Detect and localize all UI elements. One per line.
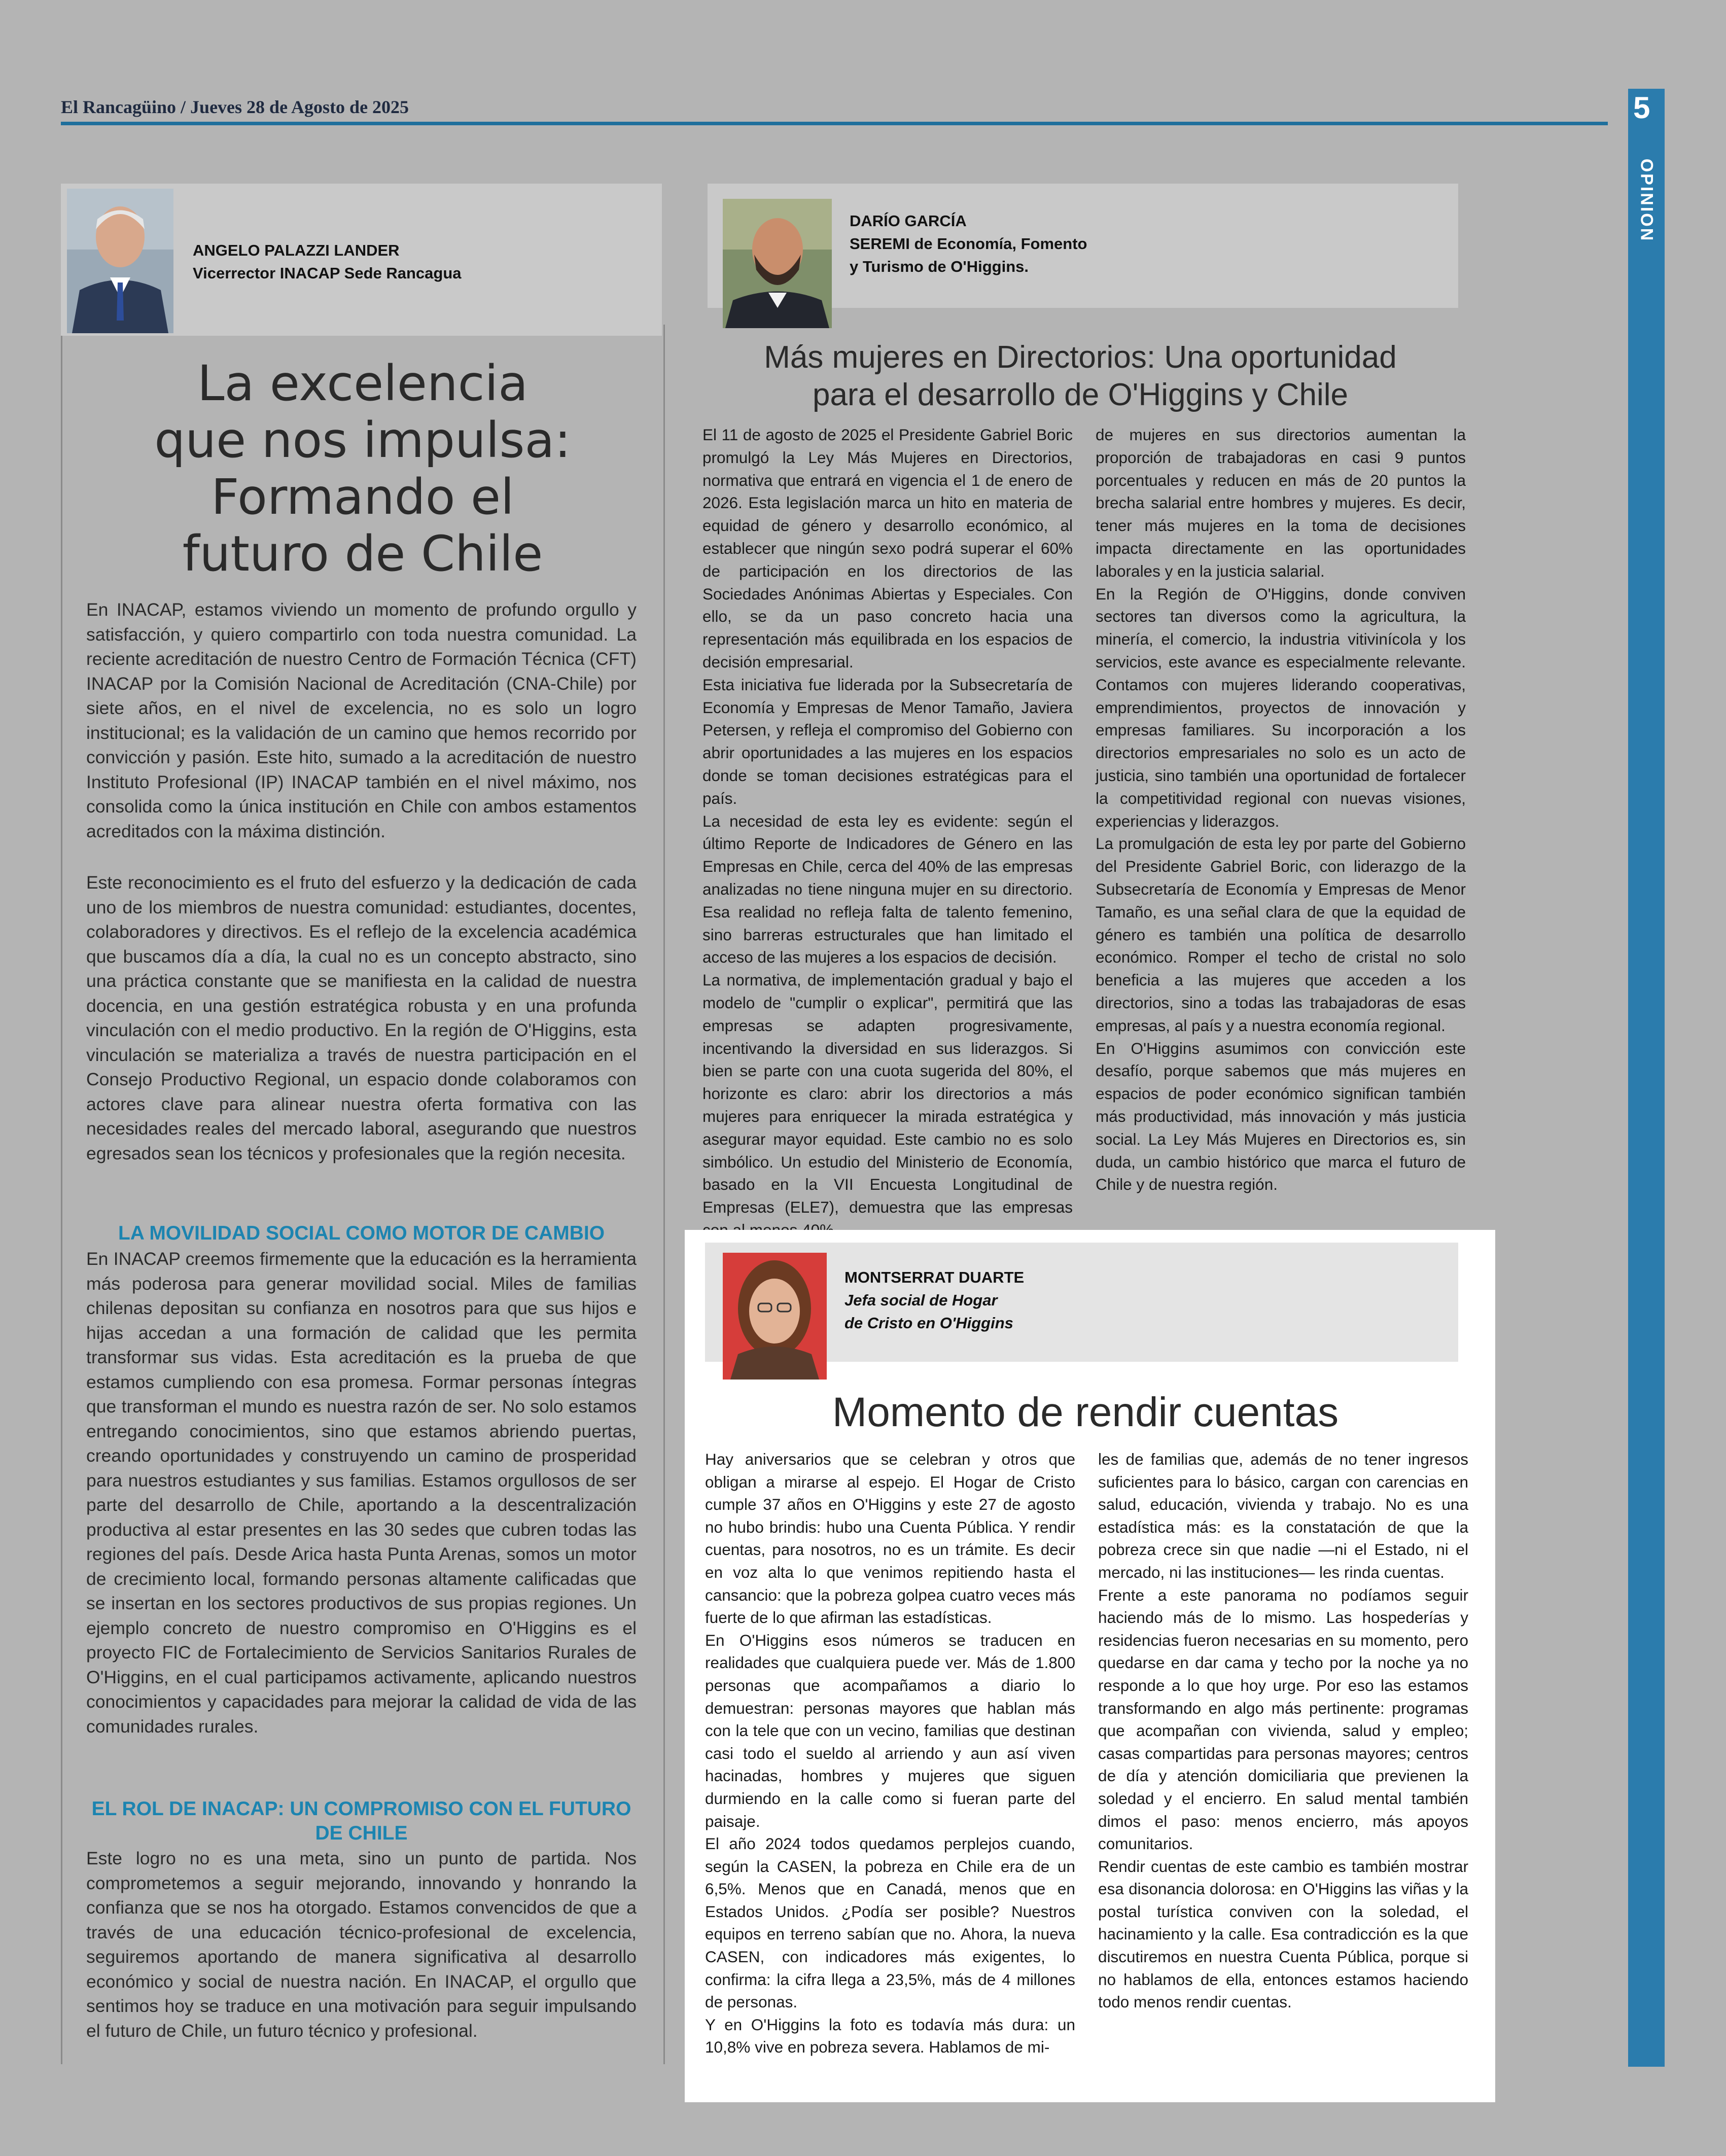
author-role: Jefa social de Hogar: [844, 1291, 998, 1309]
section-strip: [1628, 89, 1665, 2067]
author-name: MONTSERRAT DUARTE: [844, 1268, 1025, 1286]
title-line: Formando el: [211, 469, 514, 525]
paragraph: En O'Higgins esos números se traducen en realidades que cualquiera puede ver. Más de 1.800 personas que acompañamos a diario lo demuestran: personas mayores que hablan más con la tele que con un vecino, familias que destinan casi todo el sueldo al arriendo y aun así viven hacinadas, hombres y mujeres que siguen durmiendo en la calle como si fueran parte del paisaje.: [705, 1631, 1075, 1830]
publication-header: El Rancagüino / Jueves 28 de Agosto de 2025: [61, 97, 409, 117]
page-number: 5: [1633, 91, 1650, 125]
text-column: [705, 1448, 1075, 2059]
paragraph: Rendir cuentas de este cambio es también mostrar esa disonancia dolorosa: en O'Higgins las viñas y la postal turística conviven con la soledad, el hacinamiento y la calle. Esa contradicción es la que discutiremos en nuestra Cuenta Pública, porque si no hablamos de ella, entonces estamos haciendo todo menos rendir cuentas.: [1098, 1857, 1468, 2011]
article-title: [700, 339, 1461, 414]
paragraph: Frente a este panorama no podíamos seguir haciendo más de lo mismo. Las hospederías y residencias fueron necesarias en su momento, pero quedarse en dar cama y techo por la noche ya no responde a lo que hoy urge. Por eso las estamos transformando en algo más pertinente: programas que acompañan con vivienda, salud y empleo; casas compartidas para personas mayores; centros de día y atención domiciliaria que previenen la soledad y el encierro. En salud mental también dimos el paso: menos encierro, más apoyos comunitarios.: [1098, 1585, 1468, 1853]
author-role: y Turismo de O'Higgins.: [850, 258, 1029, 275]
author-role: Vicerrector INACAP Sede Rancagua: [193, 264, 462, 282]
paragraph: En INACAP, estamos viviendo un momento de profundo orgullo y satisfacción, y quiero compartirlo con toda nuestra comunidad. La reciente acreditación de nuestro Centro de Formación Técnica (CFT) INACAP por la Comisión Nacional de Acreditación (CNA-Chile) por siete años, en el nivel de excelencia, no es solo un logro institucional; es la validación de un camino que hemos recorrido por convicción y pasión. Este hito, sumado a la acreditación de nuestro Instituto Profesional (IP) INACAP también en el nivel máximo, nos consolida como la única institución en Chile con ambos estamentos acreditados con la máxima distinción.: [86, 599, 637, 841]
paragraph: de mujeres en sus directorios aumentan la proporción de trabajadoras en casi 9 puntos porcentuales y reducen en más de 20 puntos la brecha salarial entre hombres y mujeres. Es decir, tener más mujeres en la toma de decisiones impacta directamente en las oportunidades laborales y en la justicia salarial.: [1096, 426, 1466, 580]
title-line: que nos impulsa:: [154, 412, 571, 469]
author-role: SEREMI de Economía, Fomento: [850, 235, 1087, 253]
author-photo-illustration: [67, 189, 173, 333]
author-photo: [723, 199, 832, 328]
title-line: Más mujeres en Directorios: Una oportunidad: [764, 340, 1397, 375]
paragraph: En O'Higgins asumimos con convicción este desafío, porque sabemos que más mujeres en espacios de poder económico significan también más productividad, más innovación y más justicia social. La Ley Más Mujeres en Directorios es, sin duda, un cambio histórico que marca el futuro de Chile y de nuestra región.: [1096, 1039, 1466, 1194]
paragraph: En la Región de O'Higgins, donde conviven sectores tan diversos como la agricultura, la minería, el comercio, la industria vitivinícola y los servicios, este avance es especialmente relevante. Contamos con mujeres liderando cooperativas, emprendimientos, proyectos de innovación y empresas familiares. Su incorporación a los directorios empresariales no solo es un acto de justicia, sino también una oportunidad de fortalecer la competitividad regional con nuevas visiones, experiencias y liderazgos.: [1096, 584, 1466, 830]
paragraph: Este reconocimiento es el fruto del esfuerzo y la dedicación de cada uno de los miembros de nuestra comunidad: estudiantes, docentes, colaboradores y directivos. Es el reflejo de la excelencia académica que buscamos día a día, la cual no es un concepto abstracto, sino una práctica constante que se manifiesta en la calidad de nuestra docencia, en una gestión estratégica robusta y en una profunda vinculación con el medio productivo. En la región de O'Higgins, esta vinculación se materializa a través de nuestra participación en el Consejo Productivo Regional, un espacio donde colaboramos con actores clave para alinear nuestra oferta formativa con las necesidades reales del mercado laboral, asegurando que nuestros egresados sean los técnicos y profesionales que la región necesita.: [86, 872, 637, 1163]
title-line: futuro de Chile: [182, 525, 543, 582]
subhead: EL ROL DE INACAP: UN COMPROMISO CON EL FUTURO DE CHILE: [91, 1798, 631, 1844]
text-column: [702, 423, 1073, 1242]
author-name: DARÍO GARCÍA: [850, 212, 967, 230]
author-name: ANGELO PALAZZI LANDER: [193, 241, 400, 259]
paragraph: Este logro no es una meta, sino un punto de partida. Nos comprometemos a seguir mejorando, innovando y honrando la confianza que se nos ha otorgado. Estamos convencidos de que a través de una educación técnico-profesional de excelencia, seguiremos aportando de manera significativa al desarrollo económico y social de nuestra nación. En INACAP, el orgullo que sentimos hoy se traduce en una motivación para seguir impulsando el futuro de Chile, un futuro técnico y profesional.: [86, 1848, 637, 2041]
subhead: LA MOVILIDAD SOCIAL COMO MOTOR DE CAMBIO: [118, 1222, 605, 1244]
paragraph: Hay aniversarios que se celebran y otros que obligan a mirarse al espejo. El Hogar de Cristo cumple 37 años en O'Higgins y este 27 de agosto no hubo brindis: hubo una Cuenta Pública. Y rendir cuentas, para nosotros, no es un trámite. Es decir en voz alta lo que venimos repitiendo hasta el cansancio: que la pobreza golpea cuatro veces más fuerte de lo que afirman las estadísticas.: [705, 1450, 1075, 1627]
paragraph: La promulgación de esta ley por parte del Gobierno del Presidente Gabriel Boric, con liderazgo de la Subsecretaría de Economía y Empresas de Menor Tamaño, es una señal clara de que la equidad de género es también una política de desarrollo económico. Romper el techo de cristal no solo beneficia a las mujeres que acceden a los directorios, sino a todas las trabajadoras de esas empresas, al país y a nuestra economía regional.: [1096, 834, 1466, 1035]
author-photo-illustration: [723, 199, 832, 328]
paragraph: les de familias que, además de no tener ingresos suficientes para lo básico, cargan con carencias en salud, educación, vivienda y trabajo. No es una estadística más: es la constatación de que la pobreza crece sin que nadie —ni el Estado, ni el mercado, ni las instituciones— les rinda cuentas.: [1098, 1450, 1468, 1581]
paragraph: El año 2024 todos quedamos perplejos cuando, según la CASEN, la pobreza en Chile era de un 6,5%. Menos que en Canadá, menos que en Estados Unidos. ¿Podía ser posible? Nuestros equipos en terreno sabían que no. Ahora, la nueva CASEN, con indicadores más exigentes, lo confirma: la cifra llega a 23,5%, más de 4 millones de personas.: [705, 1834, 1075, 2011]
author-photo: [67, 189, 173, 333]
header-rule: [61, 122, 1608, 125]
author-role: de Cristo en O'Higgins: [844, 1314, 1013, 1332]
paragraph: En INACAP creemos firmemente que la educación es la herramienta más poderosa para generar movilidad social. Miles de familias chilenas depositan su confianza en nosotros para que sus hijos e hijas accedan a una formación de calidad que les permita transformar sus vidas. Esta acreditación es la prueba de que estamos cumpliendo con esa promesa. Formar personas íntegras que transforman el mundo es nuestra razón de ser. No solo estamos entregando conocimientos, sino que estamos abriendo puertas, creando oportunidades y construyendo un camino de prosperidad para nuestros estudiantes y sus familias. Estamos orgullosos de ser parte del desarrollo de Chile, aportando a la descentralización productiva al estar presentes en las 30 sedes que cubren todas las regiones del país. Desde Arica hasta Punta Arenas, somos un motor de crecimiento local, formando personas altamente calificadas que se insertan en los sectores productivos de sus propias regiones. Un ejemplo concreto de nuestro compromiso en O'Higgins es el proyecto FIC de Fortalecimiento de Servicios Sanitarios Rurales de O'Higgins, en el cual participamos activamente, aplicando nuestros conocimientos y capacidades para mejorar la calidad de vida de las comunidades rurales.: [86, 1249, 637, 1737]
text-column: [1098, 1448, 1468, 2013]
article-title: [76, 355, 649, 582]
text-column: [1096, 423, 1466, 1196]
author-photo-illustration: [723, 1253, 827, 1380]
article-title: Momento de rendir cuentas: [832, 1389, 1339, 1435]
paragraph: Y en O'Higgins la foto es todavía más dura: un 10,8% vive en pobreza severa. Hablamos de mi-: [705, 2015, 1075, 2057]
paragraph: El 11 de agosto de 2025 el Presidente Gabriel Boric promulgó la Ley Más Mujeres en Directorios, normativa que entrará en vigencia el 1 de enero de 2026. Esta legislación marca un hito en materia de equidad de género y desarrollo económico, al establecer que ningún sexo podrá superar el 60% de participación en los directorios de las Sociedades Anónimas Abiertas y Especiales. Con ello, se da un paso concreto hacia una representación más equilibrada en los espacios de decisión empresarial.: [702, 426, 1073, 671]
section-label: [1627, 157, 1666, 243]
author-photo: [723, 1253, 827, 1380]
paragraph: Esta iniciativa fue liderada por la Subsecretaría de Economía y Empresas de Menor Tamaño, Javiera Petersen, y refleja el compromiso del Gobierno con abrir oportunidades a las mujeres en los espacios donde se toman decisiones estratégicas para el país.: [702, 675, 1073, 807]
section-label-text: OPINION: [1637, 158, 1657, 242]
title-line: La excelencia: [197, 355, 529, 412]
paragraph: La necesidad de esta ley es evidente: según el último Reporte de Indicadores de Género en las Empresas en Chile, cerca del 40% de las empresas analizadas no tiene ninguna mujer en su directorio. Esa realidad no refleja falta de talento femenino, sino barreras estructurales que han limitado el acceso de las mujeres a los espacios de decisión.: [702, 811, 1073, 967]
paragraph: La normativa, de implementación gradual y bajo el modelo de "cumplir o explicar", permitirá que las empresas se adapten progresivamente, incentivando la diversidad en sus liderazgos. Si bien se parte con una cuota sugerida del 80%, el horizonte es claro: abrir los directorios a más mujeres para enriquecer la mirada estratégica y asegurar mayor equidad. Este cambio no es solo simbólico. Un estudio del Ministerio de Economía, basado en la VII Encuesta Longitudinal de Empresas (ELE7), demuestra que las empresas: [702, 971, 1073, 1217]
title-line: para el desarrollo de O'Higgins y Chile: [812, 377, 1349, 412]
